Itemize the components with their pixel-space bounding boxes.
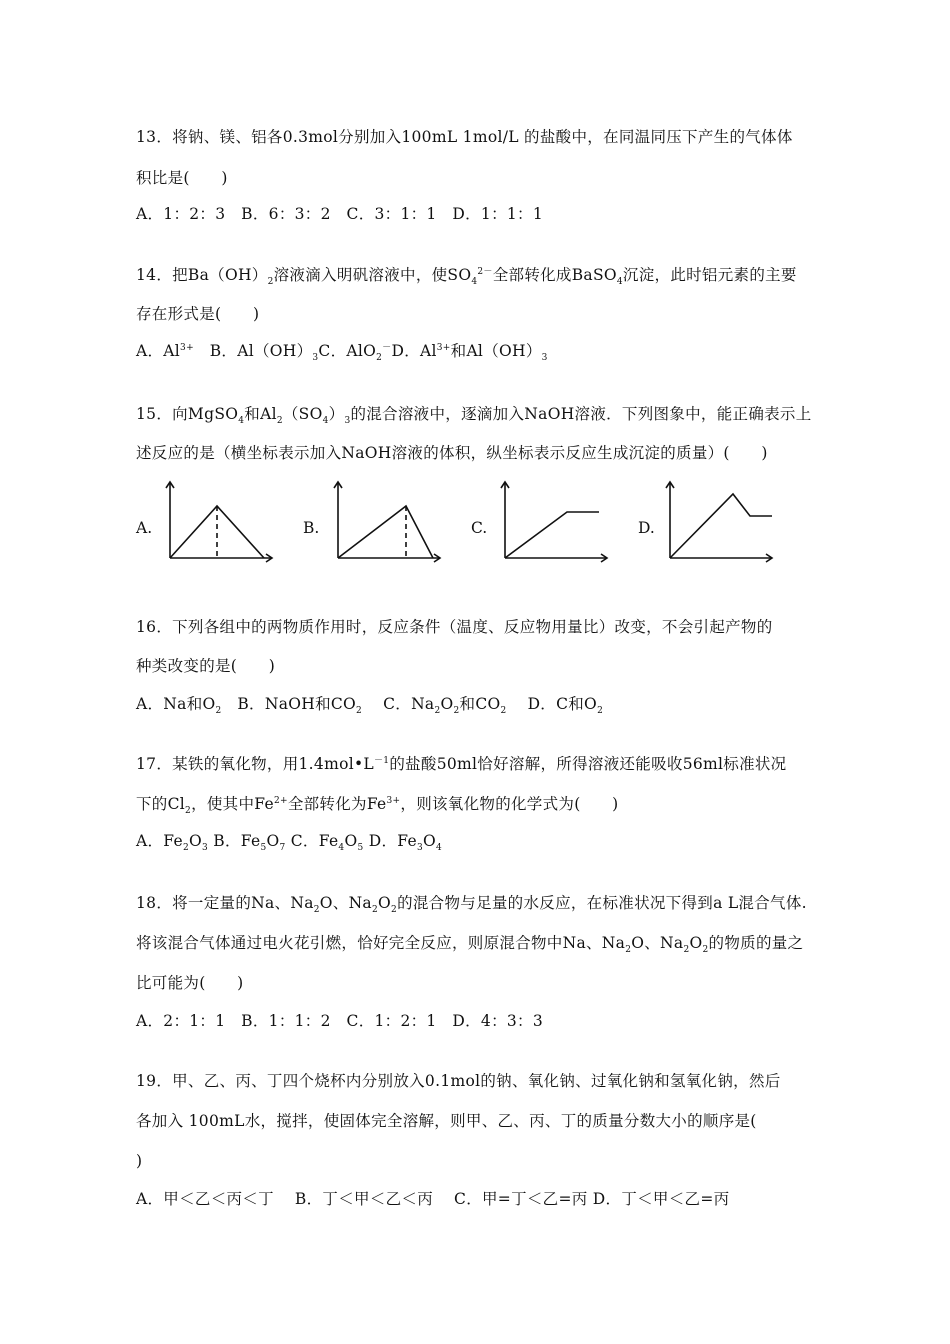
q13-options: A．1：2：3 B．6：3：2 C．3：1：1 D．1：1：1 — [136, 205, 544, 223]
q13-stem-line1: 13．将钠、镁、铝各0.3mol分别加入100mL 1mol/L 的盐酸中，在同温同压下产生的气体体 — [136, 128, 793, 146]
q15-graph-a-label: A. — [136, 519, 153, 537]
q14-stem-line1: 14．把$Ba(OH)_2$溶液滴入明矾溶液中，使$SO_4^{2-}$全部转化成BaSO$_4$沉淀，此时铝元素的主要 — [136, 266, 797, 288]
q18-options: A．2：1：1 B．1：1：2 C．1：2：1 D．4：3：3 — [136, 1012, 544, 1030]
q14-options: A．$Al^{3+}$ B．$Al(OH)_3C$．AlO$_2$－D．$Al^{3+}$和$Al(OH)_3$ — [136, 342, 548, 364]
q16-options: A．Na和$O_2$ B．NaOH和$CO_2$ C．$Na_2O_2$和$CO_2$ D．C和$O_2$ — [136, 695, 604, 717]
precipitate-curve — [338, 506, 433, 558]
q19-stem-line1: 19．甲、乙、丙、丁四个烧杯内分别放入0.1mol的钠、氧化钠、过氧化钠和氢氧化钠，然后 — [136, 1072, 781, 1090]
q15-graph-a — [160, 478, 280, 568]
q14-stem-line2: 存在形式是( ) — [136, 305, 260, 323]
q15-graph-d — [660, 478, 780, 568]
q16-stem-line1: 16．下列各组中的两物质作用时，反应条件（温度、反应物用量比）改变，不会引起产物的 — [136, 618, 773, 636]
q17-stem-line1: 17．某铁的氧化物，用$1.4mol•L^{-1}$的盐酸50ml恰好溶解，所得溶液还能吸收56ml标准状况 — [136, 755, 787, 773]
q17-options: A．$Fe_2O_3$ B．$Fe_5O_7$ C．$Fe_4O_5$ D．$Fe_3O_4$ — [136, 832, 443, 854]
q17-stem-line2: 下的$Cl_2$，使其中$Fe^{2+}$全部转化为$Fe^{3+}$，则该氧化物的化学式为( ) — [136, 795, 619, 817]
q15-stem-line1: 15．向MgSO$_4$和$Al_2(SO_4)_3$的混合溶液中，逐滴加入NaOH溶液．下列图象中，能正确表示上 — [136, 405, 812, 427]
q15-graph-b-label: B. — [303, 519, 320, 537]
q15-graph-b — [328, 478, 448, 568]
q18-stem-line1: 18．将一定量的Na、$Na_2O$、$Na_2O_2$的混合物与足量的水反应，在标准状况下得到a L混合气体. — [136, 894, 807, 916]
q18-stem-line3: 比可能为( ) — [136, 974, 244, 992]
q19-stem-line2: 各加入 100mL水，搅拌，使固体完全溶解，则甲、乙、丙、丁的质量分数大小的顺序是( — [136, 1112, 757, 1130]
q19-stem-line3: ) — [136, 1152, 143, 1170]
precipitate-curve — [670, 494, 772, 558]
q15-graph-c — [495, 478, 615, 568]
q15-graph-d-label: D. — [638, 519, 655, 537]
q19-options: A．甲＜乙＜丙＜丁 B．丁＜甲＜乙＜丙 C．甲=丁＜乙=丙 D．丁＜甲＜乙=丙 — [136, 1190, 730, 1208]
q18-stem-line2: 将该混合气体通过电火花引燃，恰好完全反应，则原混合物中Na、$Na_2O$、$Na_2O_2$的物质的量之 — [136, 934, 804, 956]
q13-stem-line2: 积比是( ) — [136, 169, 228, 187]
precipitate-curve — [170, 506, 264, 558]
q15-stem-line2: 述反应的是（横坐标表示加入NaOH溶液的体积，纵坐标表示反应生成沉淀的质量）( ) — [136, 444, 768, 462]
q15-graph-c-label: C. — [471, 519, 488, 537]
q16-stem-line2: 种类改变的是( ) — [136, 657, 276, 675]
precipitate-curve — [505, 512, 599, 558]
